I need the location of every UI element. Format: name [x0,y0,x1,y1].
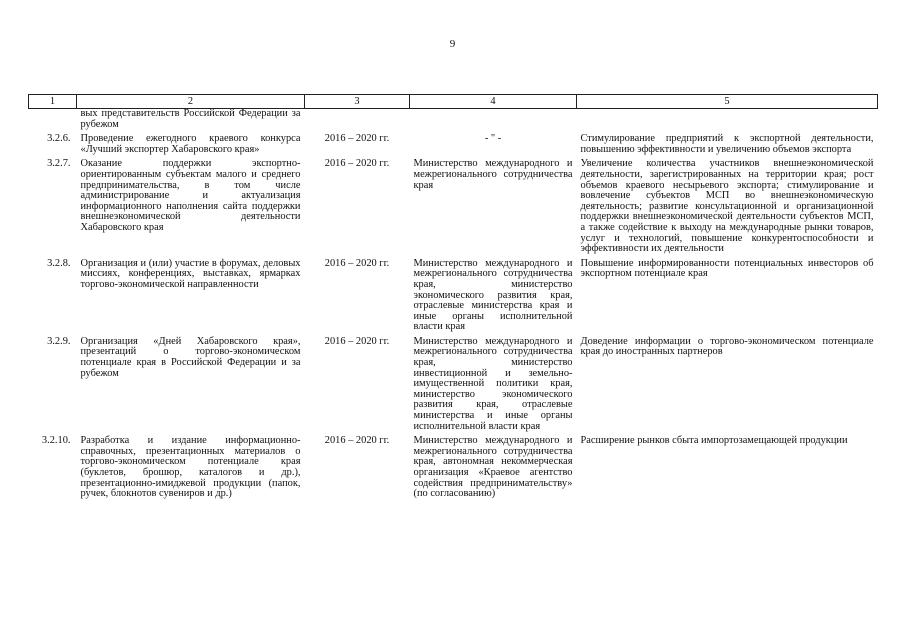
row-number: 3.2.7. [47,158,71,170]
header-col-2: 2 [77,95,305,109]
table-row [29,432,878,500]
header-col-5: 5 [577,95,878,109]
header-col-1: 1 [29,95,77,109]
page-number: 9 [449,38,456,50]
period-cell: 2016 – 2020 гг. [324,133,390,145]
executors-cell: Министерство международного и межрегионального сотрудничества края, министерство инвестиционной и земельно-имущественной политики края, министерство экономического развития края, отраслевые министерства и иные органы исполнительной власти края [413,335,573,432]
measures-table [28,94,878,500]
table-row [29,130,878,155]
table-row [29,333,878,432]
header-col-4: 4 [410,95,577,109]
table-row [29,109,878,131]
period-cell: 2016 – 2020 гг. [324,257,390,269]
row-number: 3.2.10. [41,435,71,447]
measure-cell: Разработка и издание информационно-справочных, презентационных материалов о торгово-экономическом потенциале края (буклетов, брошюр, каталогов и др.), презентационно-имиджевой продукции (папок, ручек, блокнотов сувениров и др.) [80,435,301,500]
executors-cell: Министерство международного и межрегионального сотрудничества края, министерство экономического развития края, отраслевые министерства края и иные органы исполнительной власти края [413,257,573,333]
measure-cell: Организация «Дней Хабаровского края», презентаций о торгово-экономическом потенциале края в Российской Федерации и за рубежом [80,335,301,379]
executors-cell [410,109,577,131]
result-cell: Увеличение количества участников внешнеэкономической деятельности, зарегистрированных на территории края; рост объемов краевого несырьевого экспорта; стимулирование и вовлечение субъектов МСП во внешнеэкономическую деятельность; развитие консультационной и организационной поддержки внешнеэкономической деятельности субъектов МСП, а также содействие к выходу на международные рынки товаров, услуг и технологий, повышение конкурентоспособности и эффективности их деятельности [580,158,874,255]
measure-cell: Проведение ежегодного краевого конкурса «Лучший экспортер Хабаровского края» [80,133,301,155]
executors-cell: Министерство международного и межрегионального сотрудничества края, автономная некоммерческая организация «Краевое агентство содействия предпринимательству» (по согласованию) [413,435,573,500]
table-row [29,155,878,254]
row-number [29,109,77,131]
row-number: 3.2.8. [47,257,71,269]
row-number: 3.2.9. [47,335,71,347]
header-col-3: 3 [305,95,410,109]
measure-cell: Оказание поддержки экспортно-ориентированным субъектам малого и среднего предпринимательства, в том числе администрирование и актуализация информационного наполнения сайта поддержки внешнеэкономической деятельности Хабаровского края [80,158,301,233]
result-cell: Доведение информации о торгово-экономическом потенциале края до иностранных партнеров [580,335,874,358]
row-number: 3.2.6. [47,133,71,145]
result-cell: Расширение рынков сбыта импортозамещающей продукции [580,435,848,447]
measure-cell: вых представительств Российской Федерации за рубежом [80,108,301,130]
period-cell: 2016 – 2020 гг. [324,158,390,170]
measure-cell: Организация и (или) участие в форумах, деловых миссиях, конференциях, выставках, ярмарках торгово-экономической направленности [80,257,301,290]
period-cell [305,109,410,131]
result-cell: Повышение информированности потенциальных инвесторов об экспортном потенциале края [580,257,874,280]
executors-cell: Министерство международного и межрегионального сотрудничества края [413,158,573,191]
period-cell: 2016 – 2020 гг. [324,335,390,347]
result-cell [577,109,878,131]
column-number-header [29,95,878,109]
table-row [29,255,878,333]
period-cell: 2016 – 2020 гг. [324,435,390,447]
executors-cell: - " - [484,133,502,145]
result-cell: Стимулирование предприятий к экспортной деятельности, повышению эффективности и увеличению объемов экспорта [580,133,874,155]
